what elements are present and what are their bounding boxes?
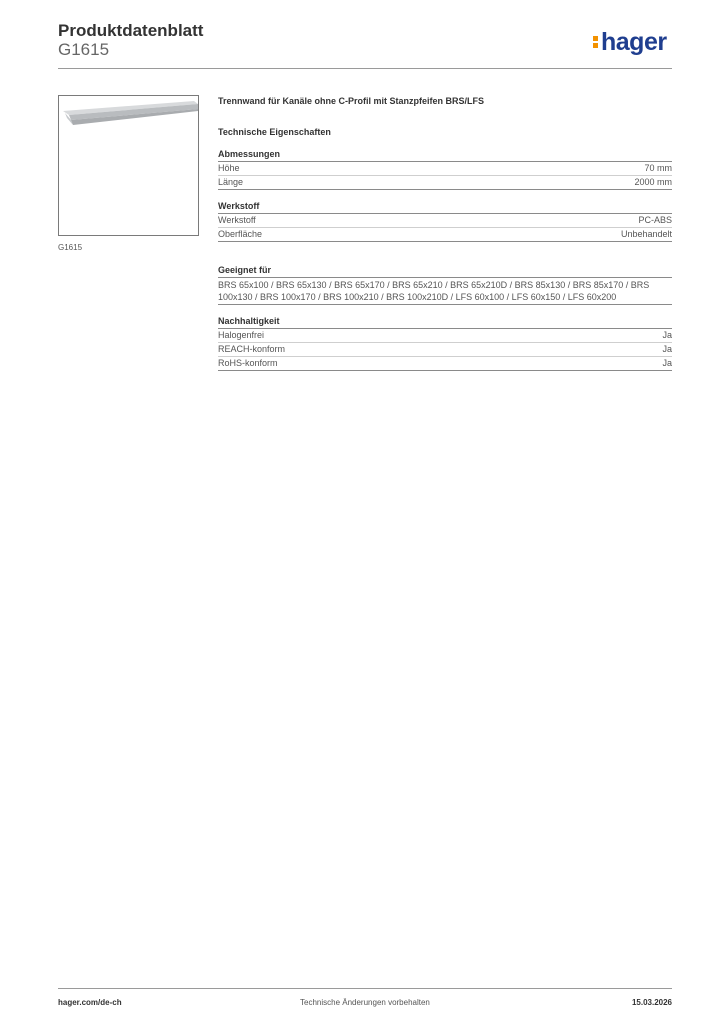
footer-divider xyxy=(58,988,672,989)
property-label: REACH-konform xyxy=(218,344,286,354)
property-row xyxy=(218,357,672,371)
section-title-sustainability: Nachhaltigkeit xyxy=(218,316,672,329)
header-divider xyxy=(58,68,672,69)
property-label: RoHS-konform xyxy=(218,358,278,368)
property-value: Ja xyxy=(662,344,672,354)
product-profile-icon xyxy=(59,96,200,237)
property-label: Oberfläche xyxy=(218,229,263,239)
footer-date: 15.03.2026 xyxy=(631,998,672,1007)
property-value: 70 mm xyxy=(644,163,672,173)
compatible-products-text: BRS 65x100 / BRS 65x130 / BRS 65x170 / BRS 65x210 / BRS 65x210D / BRS 85x130 / BRS 85x170 / BRS 100x130 / BRS 100x170 / BRS 100x210 / BRS 100x210D / LFS 60x100 / LFS 60x150 / LFS 60x200 xyxy=(218,278,672,305)
product-details xyxy=(218,96,672,371)
property-label: Halogenfrei xyxy=(218,330,265,340)
property-row xyxy=(218,343,672,357)
section-title-dimensions: Abmessungen xyxy=(218,149,672,162)
image-caption: G1615 xyxy=(58,243,83,252)
property-value: Ja xyxy=(662,358,672,368)
property-row xyxy=(218,176,672,190)
property-label: Höhe xyxy=(218,163,240,173)
property-value: Unbehandelt xyxy=(620,229,672,239)
property-value: 2000 mm xyxy=(634,177,672,187)
property-row xyxy=(218,329,672,343)
logo-text: hager xyxy=(601,28,667,56)
property-row xyxy=(218,214,672,228)
property-value: PC-ABS xyxy=(638,215,672,225)
document-title: Produktdatenblatt xyxy=(58,21,204,40)
footer-notice: Technische Änderungen vorbehalten xyxy=(300,998,430,1007)
hager-logo[interactable] xyxy=(593,28,667,57)
property-label: Länge xyxy=(218,177,244,187)
property-label: Werkstoff xyxy=(218,215,256,225)
property-value: Ja xyxy=(662,330,672,340)
logo-dots-icon xyxy=(593,34,598,49)
property-row xyxy=(218,228,672,242)
product-image xyxy=(58,95,199,236)
section-title-material: Werkstoff xyxy=(218,201,672,214)
footer-website-link[interactable]: hager.com/de-ch xyxy=(58,998,122,1007)
article-number: G1615 xyxy=(58,40,110,59)
property-row xyxy=(218,162,672,176)
product-description: Trennwand für Kanäle ohne C-Profil mit Stanzpfeifen BRS/LFS xyxy=(218,96,485,106)
section-title-suitable-for: Geeignet für xyxy=(218,265,672,278)
technical-properties-heading: Technische Eigenschaften xyxy=(218,127,331,137)
